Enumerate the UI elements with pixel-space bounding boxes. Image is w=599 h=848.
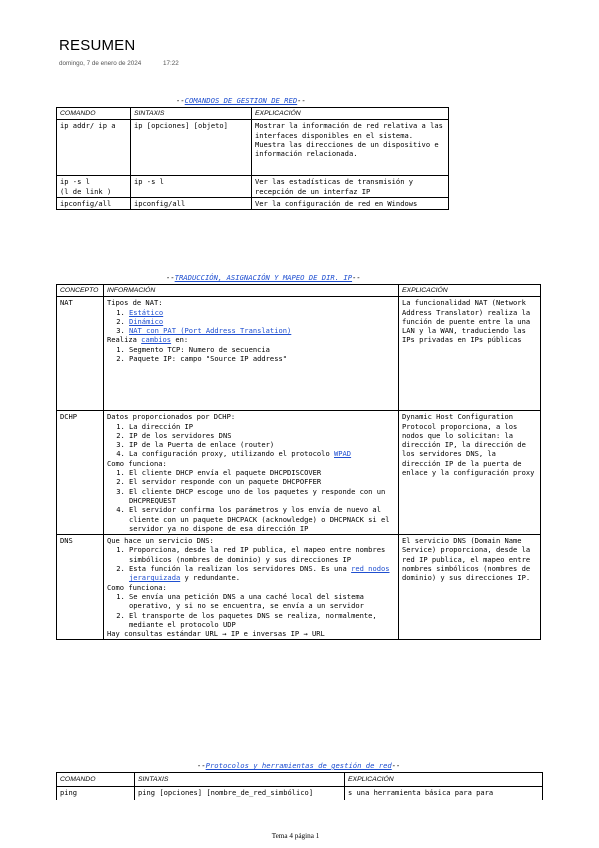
table-row bbox=[57, 787, 543, 800]
explanation-cell: s una herramienta básica para para bbox=[345, 787, 543, 800]
list-item: 2. El servidor responde con un paquete DHCPOFFER bbox=[129, 477, 395, 486]
nat-changes-list bbox=[107, 345, 395, 364]
list-item: 1. El cliente DHCP envía el paquete DHCPDISCOVER bbox=[129, 468, 395, 477]
list-item: 2. IP de los servidores DNS bbox=[129, 431, 395, 440]
explanation-cell: Ver las estadísticas de transmisión y recepción de un interfaz IP bbox=[252, 176, 449, 198]
nat-static-link[interactable]: Estático bbox=[129, 307, 164, 317]
table-row-nat bbox=[57, 297, 541, 411]
table-header-row bbox=[57, 773, 543, 787]
dhcp-data-list bbox=[107, 422, 395, 459]
section-title-commands: --COMANDOS DE GESTION DE RED-- bbox=[176, 96, 306, 105]
table-row bbox=[57, 176, 449, 198]
col-header-syntax: SINTAXIS bbox=[131, 108, 252, 120]
explanation-cell: El servicio DNS (Domain Name Service) proporciona, desde la red IP publica, el mapeo entre nombres simbólicos (nombres de dominio) y sus direcciones IP. bbox=[399, 535, 541, 640]
syntax-cell: ipconfig/all bbox=[131, 197, 252, 209]
list-item: 2. Paquete IP: campo "Source IP address" bbox=[129, 354, 395, 363]
command-cell: ipconfig/all bbox=[57, 197, 131, 209]
explanation-cell: Dynamic Host Configuration Protocol proporciona, a los nodos que lo solicitan: la dirección IP, la dirección de los servidores DNS, la dirección IP de la puerta de enlace y la configuración proxy bbox=[399, 411, 541, 535]
information-cell: Datos proporcionados por DCHP: 1. La dirección IP 2. IP de los servidores DNS 3. IP de la Puerta de enlace (router) 4. La configuración proxy, utilizando el protocolo WPAD Como funciona: 1. El cliente DHCP envía el paquete DHCPDISCOVER 2. El servidor responde con un paquete DHCPOFFER 3. El cliente DHCP escoge uno de los paquetes y responde con un DHCPREQUEST 4. El servidor confirma los parámetros y los envía de nuevo al cliente con un paquete DHCPACK (acknowledge) o DHCPNACK si el servidor ya no dispone de esa dirección IP bbox=[104, 411, 399, 535]
section-title-tools: --Protocolos y herramientas de gestión de red-- bbox=[197, 761, 401, 770]
list-item bbox=[129, 308, 395, 317]
dhcp-steps-list bbox=[107, 468, 395, 533]
syntax-cell: ping [opciones] [nombre_de_red_simbólico] bbox=[135, 787, 345, 800]
syntax-cell: ip -s l bbox=[131, 176, 252, 198]
concept-cell: DCHP bbox=[57, 411, 104, 535]
list-item bbox=[129, 317, 395, 326]
nat-types-list bbox=[107, 308, 395, 336]
table-header-row bbox=[57, 285, 541, 297]
information-cell: Tipos de NAT: 1. Estático 2. Dinámico 3. NAT con PAT (Port Address Translation) Realiza cambios en: 1. Segmento TCP: Numero de secuencia 2. Paquete IP: campo "Source IP address" bbox=[104, 297, 399, 411]
page-date: domingo, 7 de enero de 2024 bbox=[59, 60, 142, 67]
commands-table bbox=[56, 107, 449, 210]
command-cell: ip -s l (l de link ) bbox=[57, 176, 131, 198]
dns-features-list bbox=[107, 545, 395, 582]
wpad-link[interactable]: WPAD bbox=[334, 449, 352, 459]
list-item: 3. El cliente DHCP escoge uno de los paquetes y responde con un DHCPREQUEST bbox=[129, 487, 395, 506]
section-link-tools[interactable]: Protocolos y herramientas de gestión de red bbox=[205, 761, 392, 770]
hierarchical-network-link[interactable]: red nodos jerarquizada bbox=[129, 564, 390, 583]
nat-dynamic-link[interactable]: Dinámico bbox=[129, 316, 164, 326]
page-footer: Tema 4 página 1 bbox=[271, 832, 320, 840]
col-header-explanation: EXPLICACIÓN bbox=[345, 773, 543, 787]
col-header-information: INFORMACIÓN bbox=[104, 285, 399, 297]
list-item: 2. Esta función la realizan los servidores DNS. Es una red nodos jerarquizada y redundante. bbox=[129, 564, 395, 583]
list-item: 1. Se envía una petición DNS a una caché local del sistema operativo, y si no se encuentra, se envía a un servidor bbox=[129, 592, 395, 611]
section-title-translation: --TRADUCCIÓN, ASIGNACIÓN Y MAPEO DE DIR. IP-- bbox=[166, 273, 361, 282]
syntax-cell: ip [opciones] [objeto] bbox=[131, 120, 252, 176]
explanation-cell: La funcionalidad NAT (Network Address Translator) realiza la función de puente entre la una LAN y la WAN, traduciendo las IPs privadas en IPs públicas bbox=[399, 297, 541, 411]
concept-cell: DNS bbox=[57, 535, 104, 640]
list-item: 3. IP de la Puerta de enlace (router) bbox=[129, 440, 395, 449]
section-link-translation[interactable]: TRADUCCIÓN, ASIGNACIÓN Y MAPEO DE DIR. IP bbox=[174, 273, 353, 282]
list-item: 4. La configuración proxy, utilizando el protocolo WPAD bbox=[129, 449, 395, 458]
list-item: 1. Segmento TCP: Numero de secuencia bbox=[129, 345, 395, 354]
list-item: 4. El servidor confirma los parámetros y los envía de nuevo al cliente con un paquete DHCPACK (acknowledge) o DHCPNACK si el servidor ya no dispone de esa dirección IP bbox=[129, 505, 395, 533]
table-row-dhcp bbox=[57, 411, 541, 535]
command-cell: ip addr/ ip a bbox=[57, 120, 131, 176]
table-row bbox=[57, 197, 449, 209]
list-item: 1. La dirección IP bbox=[129, 422, 395, 431]
col-header-command: COMANDO bbox=[57, 108, 131, 120]
information-cell: Que hace un servicio DNS: 1. Proporciona, desde la red IP publica, el mapeo entre nombres simbólicos (nombres de dominio) y sus direcciones IP 2. Esta función la realizan los servidores DNS. Es una red nodos jerarquizada y redundante. Como funciona: 1. Se envía una petición DNS a una caché local del sistema operativo, y si no se encuentra, se envía a un servidor 2. El transporte de los paquetes DNS se realiza, normalmente, mediante el protocolo UDP Hay consultas estándar URL → IP e inversas IP → URL bbox=[104, 535, 399, 640]
nat-pat-link[interactable]: NAT con PAT (Port Address Translation) bbox=[129, 326, 292, 336]
list-item bbox=[129, 326, 395, 335]
concept-cell: NAT bbox=[57, 297, 104, 411]
table-row-dns bbox=[57, 535, 541, 640]
table-row bbox=[57, 120, 449, 176]
table-header-row bbox=[57, 108, 449, 120]
col-header-concept: CONCEPTO bbox=[57, 285, 104, 297]
tools-table bbox=[56, 772, 543, 800]
page-title: RESUMEN bbox=[59, 37, 136, 54]
page-time: 17:22 bbox=[163, 60, 179, 67]
dns-steps-list bbox=[107, 592, 395, 629]
list-item: 1. Proporciona, desde la red IP publica, el mapeo entre nombres simbólicos (nombres de dominio) y sus direcciones IP bbox=[129, 545, 395, 564]
page-datetime bbox=[59, 60, 179, 67]
section-link-commands[interactable]: COMANDOS DE GESTION DE RED bbox=[184, 96, 298, 105]
explanation-cell: Mostrar la información de red relativa a las interfaces disponibles en el sistema. Muestra las direcciones de un dispositivo e información relacionada. bbox=[252, 120, 449, 176]
concepts-table bbox=[56, 284, 541, 640]
list-item: 2. El transporte de los paquetes DNS se realiza, normalmente, mediante el protocolo UDP bbox=[129, 611, 395, 630]
col-header-explanation: EXPLICACIÓN bbox=[252, 108, 449, 120]
explanation-cell: Ver la configuración de red en Windows bbox=[252, 197, 449, 209]
col-header-syntax: SINTAXIS bbox=[135, 773, 345, 787]
command-cell: ping bbox=[57, 787, 135, 800]
col-header-explanation: EXPLICACIÓN bbox=[399, 285, 541, 297]
nat-changes-link[interactable]: cambios bbox=[141, 335, 172, 345]
col-header-command: COMANDO bbox=[57, 773, 135, 787]
